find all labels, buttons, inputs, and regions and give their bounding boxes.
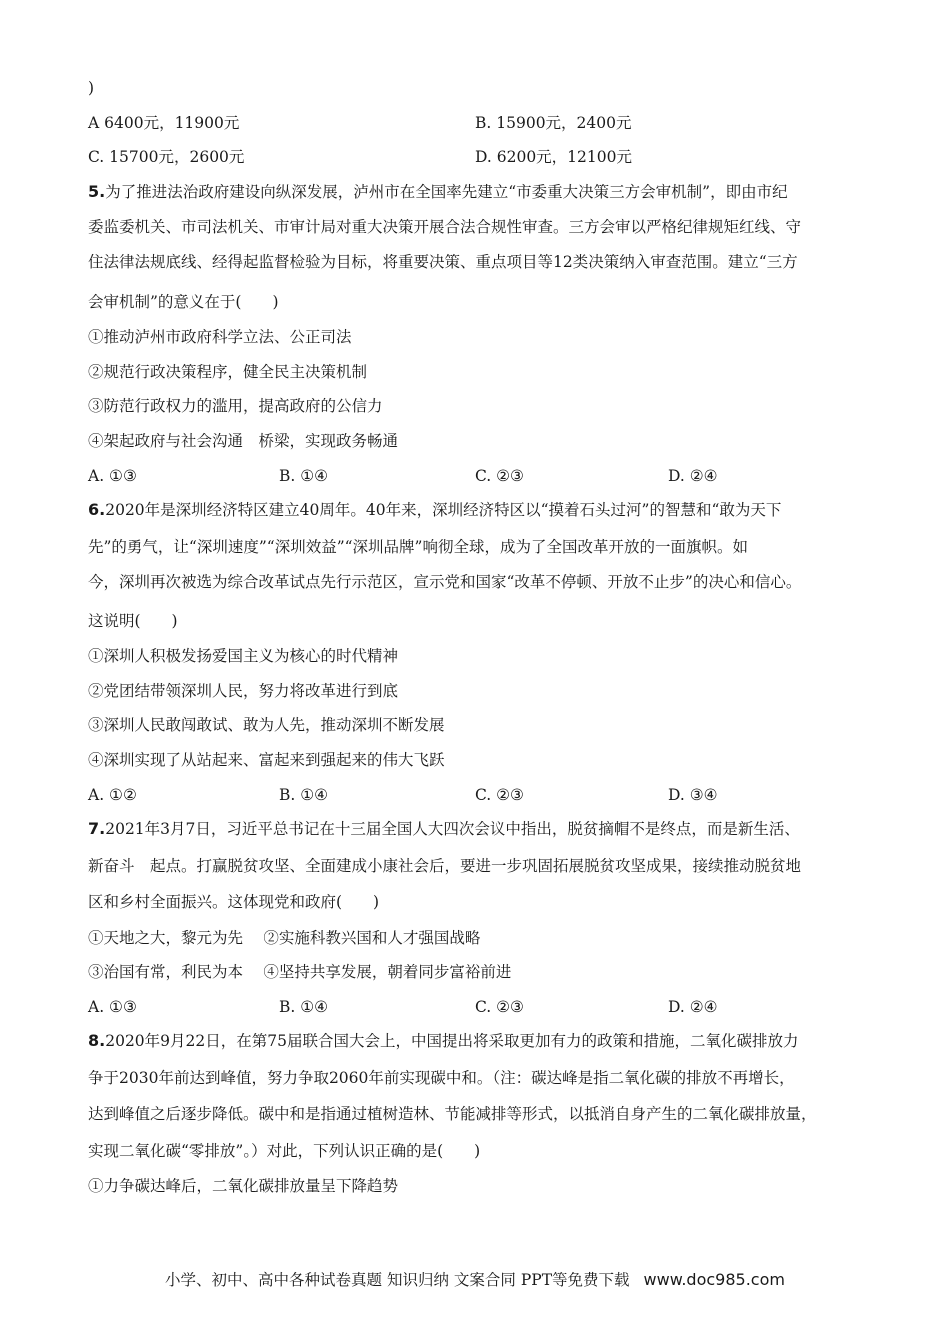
q6-stem-line-3: 今，深圳再次被选为综合改革试点先行示范区，宣示党和国家“改革不停顿、开放不止步”的决心和信心。: [88, 573, 802, 591]
q6-stem-line-1: 6.2020年是深圳经济特区建立40周年。40年来，深圳经济特区以“摸着石头过河”的智慧和“敢为天下: [88, 500, 782, 519]
q5-item-3: ③防范行政权力的滥用，提高政府的公信力: [88, 397, 383, 415]
q4-option-a: A 6400元，11900元: [88, 114, 240, 132]
q6-option-b: B. ①④: [279, 786, 329, 804]
q5-option-d: D. ②④: [668, 467, 718, 485]
q7-item-row-1: ①天地之大，黎元为先 ②实施科教兴国和人才强国战略: [88, 929, 481, 947]
page-footer: [0, 1270, 950, 1290]
q8-number: 8.: [88, 1031, 106, 1050]
q6-item-2: ②党团结带领深圳人民，努力将改革进行到底: [88, 682, 399, 700]
q6-item-1: ①深圳人积极发扬爱国主义为核心的时代精神: [88, 647, 399, 665]
q7-option-a: A. ①③: [88, 998, 137, 1016]
q5-item-4: ④架起政府与社会沟通 桥梁，实现政务畅通: [88, 432, 399, 450]
q4-closing-paren: ): [88, 79, 95, 97]
q5-stem-line-1: 5.为了推进法治政府建设向纵深发展，泸州市在全国率先建立“市委重大决策三方会审机制”，即由市纪: [88, 182, 788, 201]
q6-option-a: A. ①②: [88, 786, 137, 804]
q5-item-2: ②规范行政决策程序，健全民主决策机制: [88, 363, 368, 381]
q5-option-b: B. ①④: [279, 467, 329, 485]
q6-number: 6.: [88, 500, 106, 519]
q7-option-d: D. ②④: [668, 998, 718, 1016]
q8-stem-line-1: 8.2020年9月22日，在第75届联合国大会上，中国提出将采取更加有力的政策和措施，二氧化碳排放力: [88, 1031, 799, 1050]
q6-option-d: D. ③④: [668, 786, 718, 804]
q7-stem-line-2: 新奋斗 起点。打赢脱贫攻坚、全面建成小康社会后，要进一步巩固拓展脱贫攻坚成果，接续推动脱贫地: [88, 857, 802, 875]
q5-stem-line-3: 住法律法规底线、经得起监督检验为目标，将重要决策、重点项目等12类决策纳入审查范围。建立“三方: [88, 253, 798, 271]
q5-option-a: A. ①③: [88, 467, 137, 485]
q6-stem-line-4: 这说明( ): [88, 612, 178, 630]
q7-stem-line-1: 7.2021年3月7日，习近平总书记在十三届全国人大四次会议中指出，脱贫摘帽不是终点，而是新生活、: [88, 819, 800, 838]
q8-stem-line-3: 达到峰值之后逐步降低。碳中和是指通过植树造林、节能减排等形式，以抵消自身产生的二氧化碳排放量，: [88, 1105, 817, 1123]
q5-stem-line-4: 会审机制”的意义在于( ): [88, 293, 279, 311]
q7-option-b: B. ①④: [279, 998, 329, 1016]
q4-option-c: C. 15700元，2600元: [88, 148, 245, 166]
footer-text: 小学、初中、高中各种试卷真题 知识归纳 文案合同 PPT等免费下载: [165, 1271, 630, 1289]
q7-option-c: C. ②③: [475, 998, 524, 1016]
q6-option-c: C. ②③: [475, 786, 524, 804]
q5-number: 5.: [88, 182, 106, 201]
q6-stem-line-2: 先”的勇气，让“深圳速度”“深圳效益”“深圳品牌”响彻全球，成为了全国改革开放的一面旗帜。如: [88, 538, 748, 556]
q8-item-1: ①力争碳达峰后，二氧化碳排放量呈下降趋势: [88, 1177, 399, 1195]
q8-stem-line-2: 争于2030年前达到峰值，努力争取2060年前实现碳中和。（注：碳达峰是指二氧化碳的排放不再增长，: [88, 1069, 795, 1087]
q8-stem-line-4: 实现二氧化碳“零排放”。）对此，下列认识正确的是( ): [88, 1142, 481, 1160]
q6-item-3: ③深圳人民敢闯敢试、敢为人先，推动深圳不断发展: [88, 716, 445, 734]
q5-item-1: ①推动泸州市政府科学立法、公正司法: [88, 328, 352, 346]
q4-option-d: D. 6200元，12100元: [475, 148, 632, 166]
q4-option-b: B. 15900元，2400元: [475, 114, 632, 132]
q5-option-c: C. ②③: [475, 467, 524, 485]
q7-number: 7.: [88, 819, 106, 838]
q7-item-row-2: ③治国有常，利民为本 ④坚持共享发展，朝着同步富裕前进: [88, 963, 512, 981]
q7-stem-line-3: 区和乡村全面振兴。这体现党和政府( ): [88, 893, 380, 911]
q5-stem-line-2: 委监委机关、市司法机关、市审计局对重大决策开展合法合规性审查。三方会审以严格纪律规矩红线、守: [88, 218, 802, 236]
q6-item-4: ④深圳实现了从站起来、富起来到强起来的伟大飞跃: [88, 751, 445, 769]
footer-url[interactable]: www.doc985.com: [643, 1270, 785, 1289]
